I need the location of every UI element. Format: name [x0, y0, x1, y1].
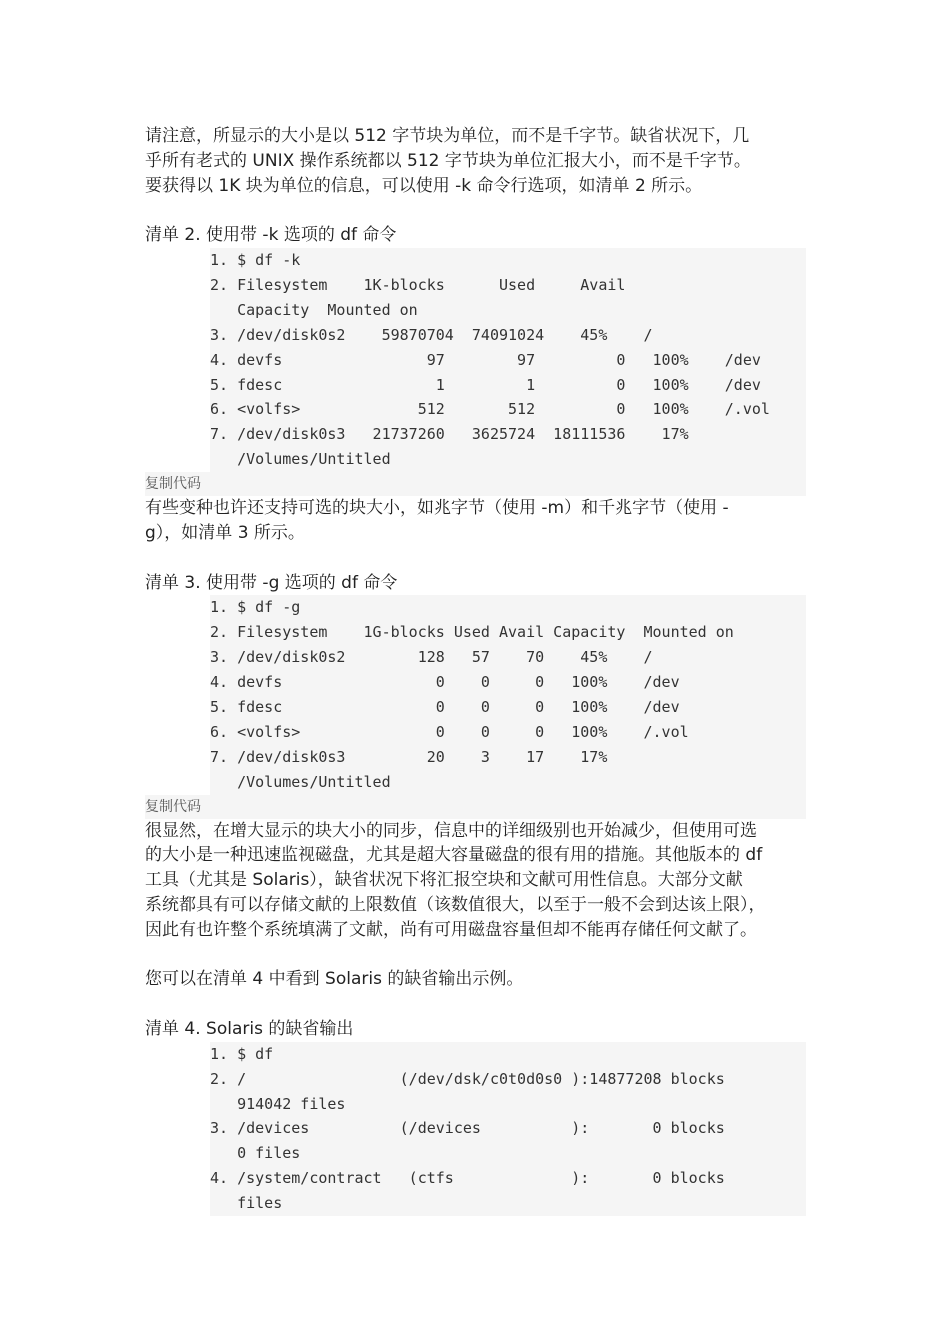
code-line: 7. /dev/disk0s3 21737260 3625724 18111536 17% [210, 425, 689, 444]
code-line: 3. /dev/disk0s2 128 57 70 45% / [210, 648, 653, 667]
copy-code-link[interactable]: 复制代码 [145, 476, 201, 493]
code-line: /Volumes/Untitled [210, 772, 391, 791]
solaris-intro-paragraph: 您可以在清单 4 中看到 Solaris 的缺省输出示例。 [145, 969, 524, 990]
code-line: /Volumes/Untitled [210, 450, 391, 469]
code-line: 5. fdesc 1 1 0 100% /dev [210, 375, 761, 394]
listing-2-code [210, 248, 806, 472]
copy-code-link[interactable]: 复制代码 [145, 798, 201, 815]
code-line: Capacity Mounted on [210, 300, 418, 319]
code-line: 5. fdesc 0 0 0 100% /dev [210, 697, 680, 716]
code-line: 6. <volfs> 512 512 0 100% /.vol [210, 400, 770, 419]
document-page [145, 124, 810, 1216]
code-line: 4. /system/contract (ctfs ): 0 blocks [210, 1169, 725, 1188]
listing-4-code [210, 1042, 806, 1216]
intro-paragraph: 请注意，所显示的大小是以 512 字节块为单位，而不是千字节。缺省状况下，几 乎所有老式的 UNIX 操作系统都以 512 字节块为单位汇报大小，而不是千字节。 要获得以 1K 块为单位的信息，可以使用 -k 命令行选项，如清单 2 所示。 [145, 126, 751, 196]
code-line: 7. /dev/disk0s3 20 3 17 17% [210, 747, 608, 766]
code-line: 914042 files [210, 1094, 346, 1113]
code-line: 3. /dev/disk0s2 59870704 74091024 45% / [210, 325, 653, 344]
code-line: 2. Filesystem 1K-blocks Used Avail [210, 275, 626, 294]
code-line: 6. <volfs> 0 0 0 100% /.vol [210, 722, 689, 741]
code-line: 4. devfs 97 97 0 100% /dev [210, 350, 761, 369]
code-line: 0 files [210, 1144, 301, 1163]
code-line: files [210, 1194, 283, 1213]
listing-3-code [210, 595, 806, 794]
listing-3-copy-bar [145, 795, 806, 819]
code-line: 1. $ df -g [210, 598, 301, 617]
code-line: 2. / (/dev/dsk/c0t0d0s0 ):14877208 blocks [210, 1069, 725, 1088]
code-line: 1. $ df -k [210, 250, 301, 269]
code-line: 1. $ df [210, 1044, 274, 1063]
listing-2-copy-bar [145, 472, 806, 496]
listing-2-caption: 清单 2. 使用带 -k 选项的 df 命令 [145, 225, 397, 246]
variants-paragraph: 有些变种也许还支持可选的块大小，如兆字节（使用 -m）和千兆字节（使用 - g），如清单 3 所示。 [145, 498, 729, 543]
code-line: 2. Filesystem 1G-blocks Used Avail Capacity Mounted on [210, 623, 734, 642]
code-line: 3. /devices (/devices ): 0 blocks [210, 1119, 725, 1138]
explanation-paragraph: 很显然，在增大显示的块大小的同步，信息中的详细级别也开始减少，但使用可选 的大小是一种迅速监视磁盘，尤其是超大容量磁盘的很有用的措施。其他版本的 df 工具（尤其是 Solaris），缺省状况下将汇报空块和文献可用性信息。大部分文献 系统都具有可以存储文献的上限数值（该数值很大，以至于一般不会到达该上限）， 因此有也许整个系统填满了文献，尚有可用磁盘容量但却不能再存储任何文献了。 [145, 820, 766, 940]
code-line: 4. devfs 0 0 0 100% /dev [210, 673, 680, 692]
listing-3-caption: 清单 3. 使用带 -g 选项的 df 命令 [145, 572, 398, 593]
listing-4-caption: 清单 4. Solaris 的缺省输出 [145, 1018, 354, 1039]
